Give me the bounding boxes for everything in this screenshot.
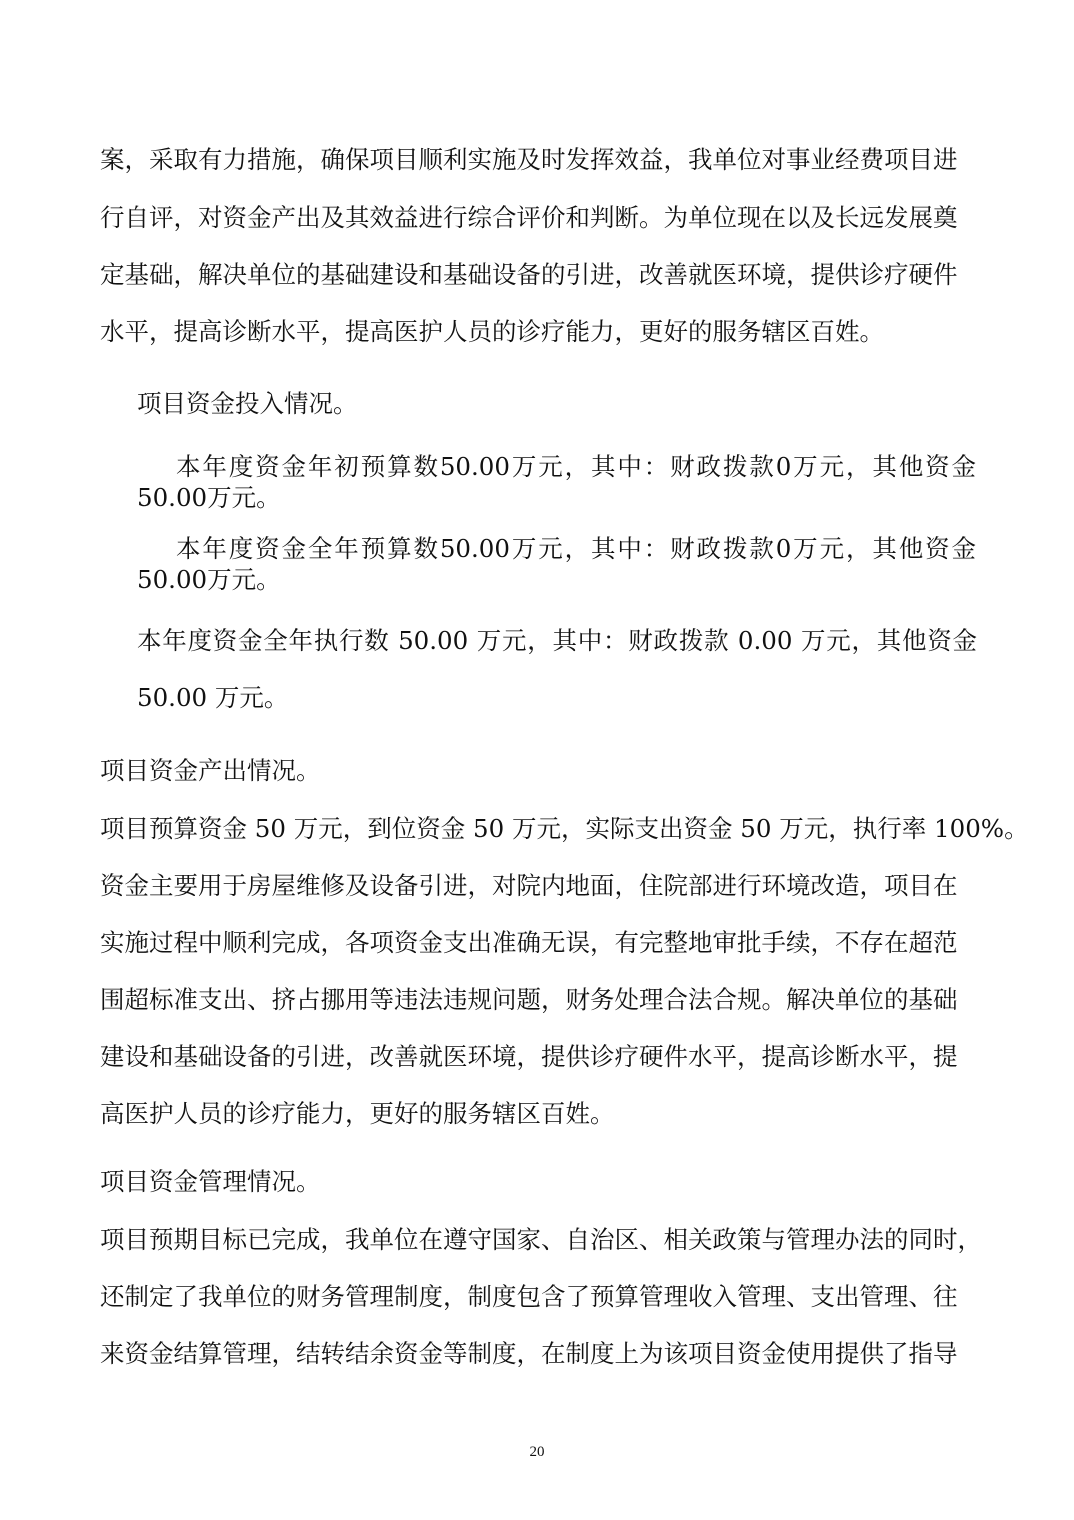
management-line-2: 还制定了我单位的财务管理制度，制度包含了预算管理收入管理、支出管理、往 bbox=[100, 1282, 958, 1311]
section-heading-management: 项目资金管理情况。 bbox=[100, 1167, 321, 1196]
section-heading-output: 项目资金产出情况。 bbox=[100, 756, 321, 785]
output-line-3: 实施过程中顺利完成，各项资金支出准确无误，有完整地审批手续，不存在超范 bbox=[100, 928, 958, 957]
management-line-1: 项目预期目标已完成，我单位在遵守国家、自治区、相关政策与管理办法的同时， bbox=[100, 1225, 982, 1254]
output-line-6: 高医护人员的诊疗能力，更好的服务辖区百姓。 bbox=[100, 1099, 615, 1128]
section-heading-funding-input: 项目资金投入情况。 bbox=[137, 389, 358, 418]
execution-line: 本年度资金全年执行数 50.00 万元，其中：财政拨款 0.00 万元，其他资金 bbox=[137, 626, 977, 655]
budget-initial-line-continued: 50.00万元。 bbox=[137, 483, 281, 512]
output-line-5: 建设和基础设备的引进，改善就医环境，提供诊疗硬件水平，提高诊断水平，提 bbox=[100, 1042, 958, 1071]
output-line-4: 围超标准支出、挤占挪用等违法违规问题，财务处理合法合规。解决单位的基础 bbox=[100, 985, 958, 1014]
body-line-3: 定基础，解决单位的基础建设和基础设备的引进，改善就医环境，提供诊疗硬件 bbox=[100, 260, 958, 289]
body-line-1: 案，采取有力措施，确保项目顺利实施及时发挥效益，我单位对事业经费项目进 bbox=[100, 145, 958, 174]
management-line-3: 来资金结算管理，结转结余资金等制度，在制度上为该项目资金使用提供了指导 bbox=[100, 1339, 958, 1368]
budget-initial-line: 本年度资金年初预算数50.00万元，其中：财政拨款0万元，其他资金 bbox=[176, 452, 976, 481]
execution-line-continued: 50.00 万元。 bbox=[137, 683, 289, 712]
body-line-2: 行自评，对资金产出及其效益进行综合评价和判断。为单位现在以及长远发展奠 bbox=[100, 203, 958, 232]
output-line-2: 资金主要用于房屋维修及设备引进，对院内地面，住院部进行环境改造，项目在 bbox=[100, 871, 958, 900]
body-line-4: 水平，提高诊断水平，提高医护人员的诊疗能力，更好的服务辖区百姓。 bbox=[100, 317, 884, 346]
budget-annual-line: 本年度资金全年预算数50.00万元，其中：财政拨款0万元，其他资金 bbox=[176, 534, 976, 563]
output-line-1: 项目预算资金 50 万元，到位资金 50 万元，实际支出资金 50 万元，执行率 100%。 bbox=[100, 814, 1029, 843]
budget-annual-line-continued: 50.00万元。 bbox=[137, 565, 281, 594]
page-number: 20 bbox=[529, 1444, 545, 1460]
